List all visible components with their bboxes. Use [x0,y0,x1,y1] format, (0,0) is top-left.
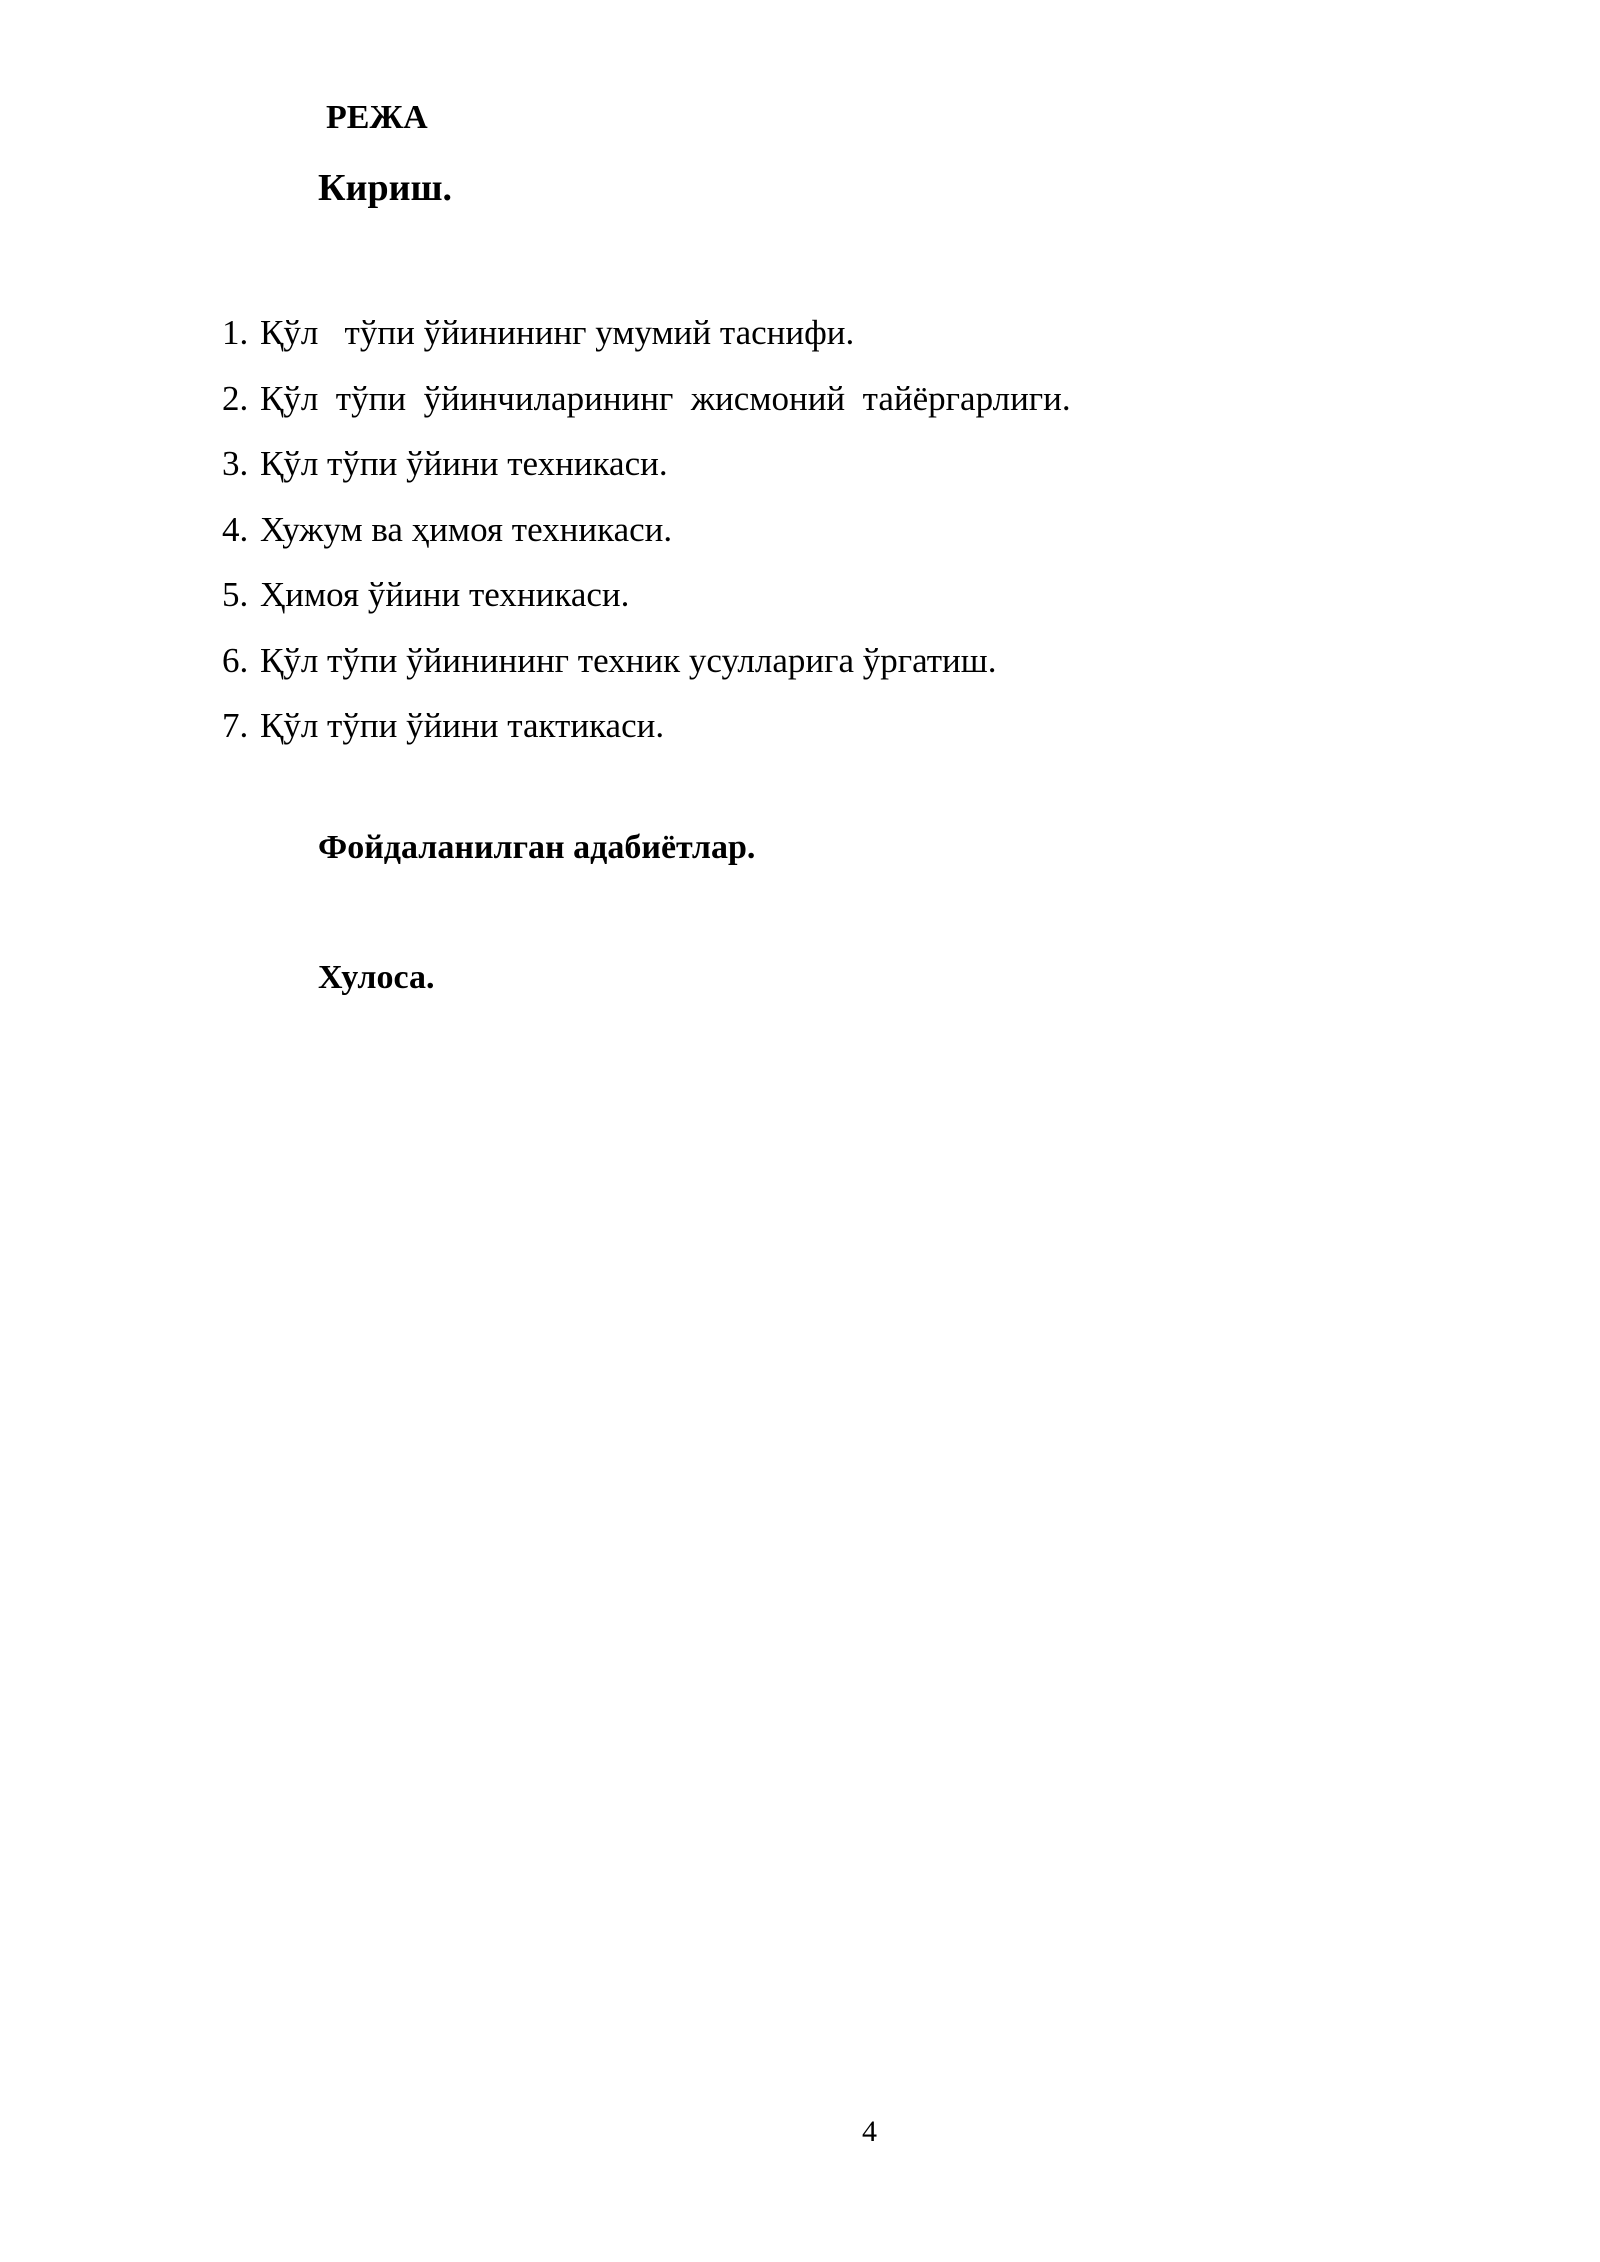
list-item-text: Қўл тўпи ўйини тактикаси. [260,706,665,745]
list-item-text: Қўл тўпи ўйини техникаси. [260,444,668,483]
list-item-text: Қўл тўпи ўйинининг техник усулларига ўргатиш. [260,640,997,680]
list-item [222,693,1071,759]
page-number: 4 [862,2115,877,2148]
list-item-number: 5. [222,575,249,614]
list-item-number: 6. [222,640,249,680]
list-item [222,366,1071,432]
plan-title: РЕЖА [326,99,428,136]
list-item-text: Қўл тўпи ўйинининг умумий таснифи. [260,313,855,352]
list-item-number: 2. [222,378,249,418]
list-item-text: Ҳимоя ўйини техникаси. [260,575,630,614]
conclusion-heading: Хулоса. [318,959,435,996]
intro-heading: Кириш. [318,167,453,209]
list-item [222,628,1071,694]
list-item [222,431,1071,497]
table-of-contents [222,300,1071,759]
list-item-number: 3. [222,444,249,483]
references-heading: Фойдаланилган адабиётлар. [318,829,756,866]
list-item-text: Хужум ва ҳимоя техникаси. [260,509,673,549]
list-item [222,562,1071,628]
list-item-number: 1. [222,313,249,352]
list-item-text: Қўл тўпи ўйинчиларининг жисмоний тайёргарлиги. [260,378,1071,418]
list-item [222,497,1071,563]
list-item-number: 4. [222,509,249,549]
list-item [222,300,1071,366]
list-item-number: 7. [222,706,249,745]
